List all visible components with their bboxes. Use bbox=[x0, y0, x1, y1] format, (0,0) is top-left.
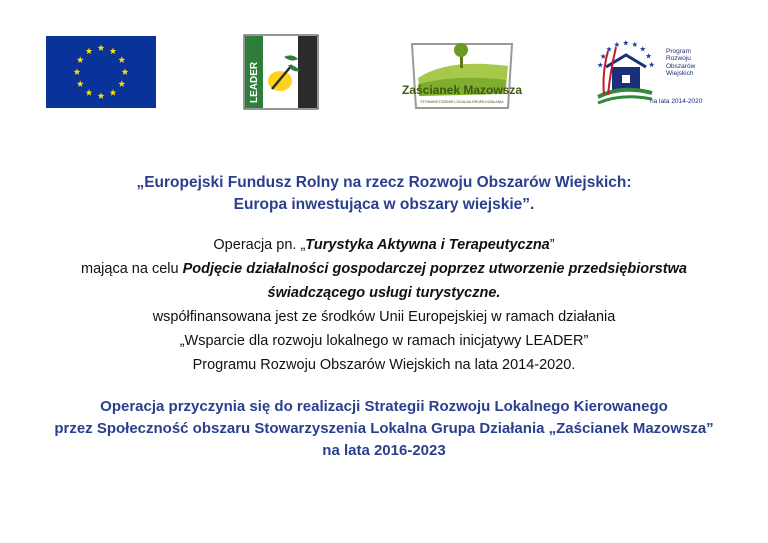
zascianek-name: Zaścianek Mazowsza bbox=[401, 83, 523, 97]
zascianek-mazowsza-logo bbox=[401, 38, 523, 110]
operation-description bbox=[0, 233, 768, 377]
strategy-statement bbox=[0, 396, 768, 462]
prow-title bbox=[666, 48, 695, 78]
operation-name: Turystyka Aktywna i Terapeutyczna bbox=[305, 237, 550, 253]
prow-line-rozwoju: Rozwoju bbox=[666, 55, 691, 63]
prow-line-obszarow: Obszarów bbox=[666, 62, 696, 70]
logo-bar bbox=[0, 0, 768, 120]
measure-line: „Wsparcie dla rozwoju lokalnego w ramach inicjatywy LEADER” bbox=[179, 333, 589, 349]
op-prefix: Operacja pn. „ bbox=[213, 237, 306, 253]
prow-star-icon bbox=[597, 62, 603, 67]
fund-heading-line2: Europa inwestująca w obszary wiejskie”. bbox=[233, 196, 535, 213]
prow-star-icon bbox=[623, 40, 629, 45]
goal-line bbox=[0, 257, 768, 281]
goal-text-part1: Podjęcie działalności gospodarczej poprzez utworzenie przedsiębiorstwa bbox=[182, 261, 687, 277]
cofinancing-line: współfinansowana jest ze środków Unii Europejskiej w ramach działania bbox=[152, 309, 616, 325]
programme-line: Programu Rozwoju Obszarów Wiejskich na lata 2014-2020. bbox=[192, 357, 576, 373]
goal-text-part2: świadczącego usługi turystyczne. bbox=[267, 285, 501, 301]
prow-star-icon bbox=[614, 42, 620, 47]
leader-label: LEADER bbox=[249, 61, 260, 103]
eu-flag-logo bbox=[46, 36, 156, 108]
fund-heading-line1: „Europejski Fundusz Rolny na rzecz Rozwoju Obszarów Wiejskich: bbox=[136, 174, 632, 191]
prow-star-icon bbox=[640, 46, 646, 51]
strategy-line3: na lata 2016-2023 bbox=[322, 442, 446, 459]
prow-years: na lata 2014-2020 bbox=[650, 98, 703, 105]
fund-heading bbox=[0, 172, 768, 216]
prow-star-icon bbox=[649, 62, 655, 67]
prow-star-icon bbox=[600, 53, 606, 58]
prow-line-program: Program bbox=[666, 48, 691, 55]
prow-star-icon bbox=[632, 42, 638, 47]
goal-prefix: mająca na celu bbox=[81, 261, 183, 277]
prow-line-wiejskich: Wiejskich bbox=[666, 70, 694, 78]
strategy-line2: przez Społeczność obszaru Stowarzyszenia Lokalna Grupa Działania „Zaścianek Mazowsza” bbox=[54, 420, 714, 437]
strategy-line1: Operacja przyczynia się do realizacji Strategii Rozwoju Lokalnego Kierowanego bbox=[100, 398, 668, 415]
operation-name-line bbox=[0, 233, 768, 257]
prow-star-icon bbox=[646, 53, 652, 58]
leader-logo bbox=[244, 35, 318, 109]
zascianek-subtitle: STOWARZYSZENIE LOKALNA GRUPA DZIAŁANIA bbox=[420, 100, 504, 104]
op-suffix: ” bbox=[549, 237, 555, 253]
